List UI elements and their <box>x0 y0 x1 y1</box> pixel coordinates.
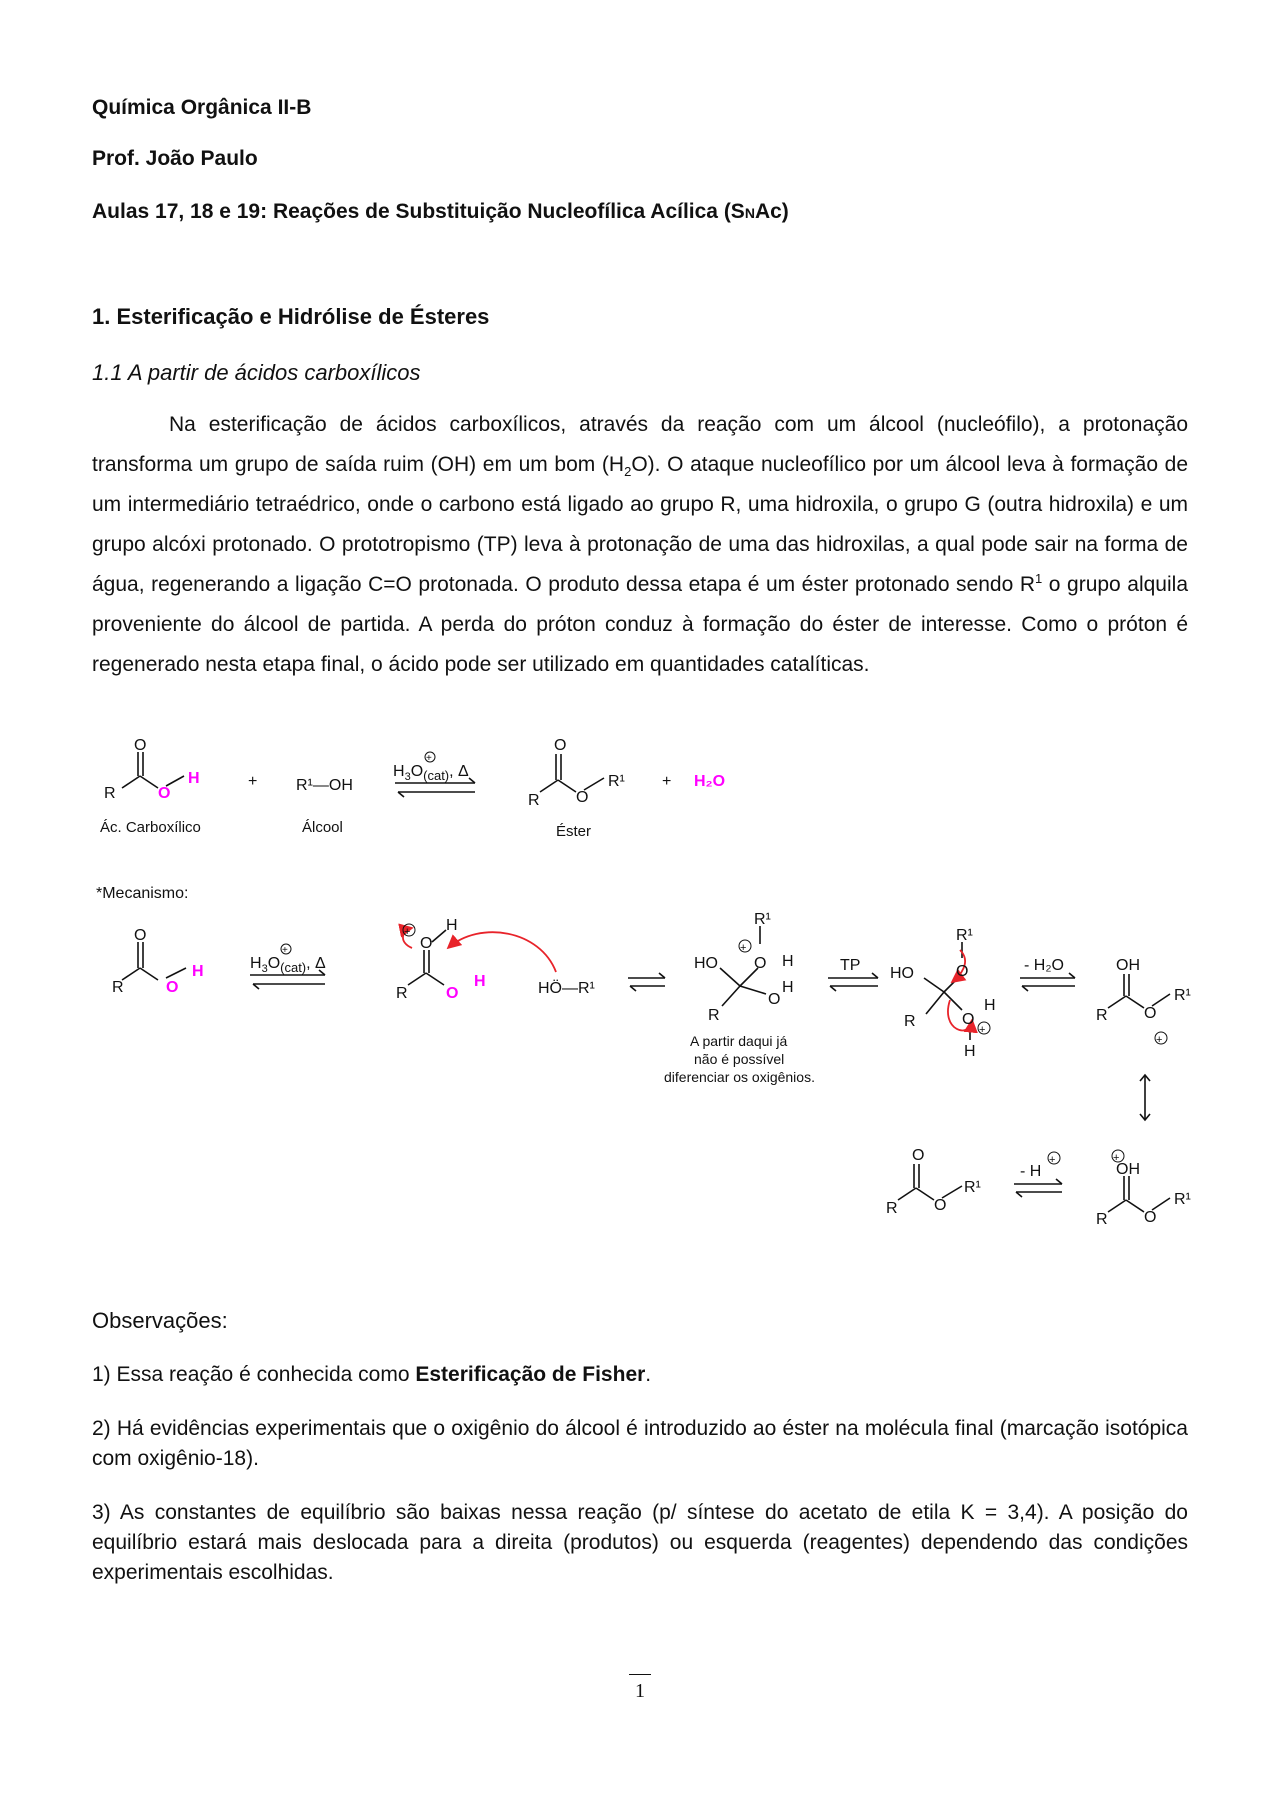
lesson-title-subscript: N <box>744 205 755 221</box>
m7-alkoxy-O: O <box>1144 1209 1157 1226</box>
plus-sign-1: + <box>248 773 258 790</box>
paragraph-superscript: 1 <box>1035 571 1043 586</box>
mechanism-text <box>112 911 1191 1228</box>
ester-alkoxy-oxygen: O <box>576 789 589 806</box>
ester-R1: R¹ <box>608 773 625 790</box>
professor-name: Prof. João Paulo <box>92 147 258 170</box>
water-product: H₂O <box>694 773 726 790</box>
nucleophilic-attack-arrow <box>448 932 556 972</box>
lesson-title-prefix: Aulas 17, 18 e 19: Reações de Substituição Nucleofílica Acílica (S <box>92 200 745 223</box>
m3-oxonium-O: O <box>754 955 767 972</box>
svg-text:+: + <box>282 945 288 956</box>
minus-water-label: - H₂O <box>1024 957 1064 974</box>
reaction-scheme <box>0 730 1280 1290</box>
m3-R: R <box>708 1007 720 1024</box>
m3-HO: HO <box>694 955 718 972</box>
m6-R1: R¹ <box>964 1179 981 1196</box>
m4-oxonium-H2: H <box>964 1043 976 1060</box>
m3-hydroxyl-H: H <box>782 979 794 996</box>
plus-sign-2: + <box>662 773 672 790</box>
acid-label: Ác. Carboxílico <box>100 819 201 836</box>
ester-R: R <box>528 792 540 809</box>
note-line-1: A partir daqui já <box>690 1033 788 1049</box>
paragraph-part-2: O). O ataque nucleofílico por um álcool leva à formação de um intermediário tetraédrico, onde o carbono está ligado ao grupo R, uma hidroxila, o grupo G (outra hidroxila) e um grupo alcóxi protonado. O prototropismo (TP) leva à protonação de uma das hidroxilas, a qual pode sair na forma de água, regenerando a ligação C=O protonada. O produto dessa etapa é um éster protonado sendo R <box>92 453 1189 596</box>
m6-alkoxy-O: O <box>934 1197 947 1214</box>
svg-text:+: + <box>1156 1034 1163 1046</box>
acid-hydroxyl-oxygen: O <box>158 785 171 802</box>
m3-R1: R¹ <box>754 911 771 928</box>
paragraph-part-1: Na esterificação de ácidos carboxílicos, através da reação com um álcool (nucleófilo), a protonação transforma um grupo de saída ruim (OH) em um bom (H <box>92 413 1188 476</box>
svg-text:+: + <box>1049 1154 1056 1166</box>
m7-R: R <box>1096 1211 1108 1228</box>
intro-paragraph <box>92 405 1188 685</box>
m5-R: R <box>1096 1007 1108 1024</box>
m3-oxonium-H: H <box>782 953 794 970</box>
ester-carbonyl-oxygen: O <box>554 737 567 754</box>
m1-carbonyl-O: O <box>134 927 147 944</box>
m5-OH: OH <box>1116 957 1140 974</box>
m4-oxonium-O: O <box>962 1011 975 1028</box>
m1-hydroxyl-H: H <box>192 963 204 980</box>
paragraph-subscript: 2 <box>624 464 632 480</box>
ester-label: Éster <box>556 823 592 840</box>
alcohol-label: Álcool <box>302 819 343 836</box>
m5-alkoxy-O: O <box>1144 1005 1157 1022</box>
acid-R: R <box>104 785 116 802</box>
page-number: 1 <box>620 1680 660 1703</box>
observations-title: Observações: <box>92 1308 228 1333</box>
catalyst-label: $H_3O_{(cat)}$, Δ <box>393 763 469 783</box>
m2-hydroxyl-H: H <box>474 973 486 990</box>
alcohol-formula: R¹—OH <box>296 777 353 794</box>
observation-3: 3) As constantes de equilíbrio são baixas nessa reação (p/ síntese do acetato de etila K = 3,4). A posição do equilíbrio estará mais deslocada para a direita (produtos) ou esquerda (reagentes) dependendo das condições experimentais escolhidas. <box>92 1501 1188 1584</box>
m6-R: R <box>886 1200 898 1217</box>
acid-carbonyl-oxygen: O <box>134 737 147 754</box>
lesson-title <box>92 199 789 226</box>
m2-hydroxyl-O: O <box>446 985 459 1002</box>
paragraph-part-3: o grupo alquila proveniente do álcool de partida. A perda do próton conduz à formação do éster de interesse. Como o próton é regenerado nesta etapa final, o ácido pode ser utilizado em quantidades catalíticas. <box>92 573 1188 676</box>
observation-1-end: . <box>645 1363 652 1386</box>
m4-oxonium-H1: H <box>984 997 996 1014</box>
svg-text:+: + <box>1113 1152 1120 1164</box>
top-reaction-text <box>100 737 725 840</box>
m4-alkoxy-O: O <box>956 963 969 980</box>
course-title: Química Orgânica II-B <box>92 96 312 119</box>
m3-hydroxyl-O: O <box>768 991 781 1008</box>
m4-R: R <box>904 1013 916 1030</box>
note-line-2: não é possível <box>694 1051 785 1067</box>
m2-R: R <box>396 985 408 1002</box>
m4-HO: HO <box>890 965 914 982</box>
svg-text:+: + <box>740 942 747 954</box>
m4-R1: R¹ <box>956 927 973 944</box>
subsection-title: 1.1 A partir de ácidos carboxílicos <box>92 360 421 385</box>
svg-text:+: + <box>426 753 432 764</box>
m7-OH: OH <box>1116 1161 1140 1178</box>
m1-catalyst: $H_3O_{(cat)}$, Δ <box>250 955 326 975</box>
section-title: 1. Esterificação e Hidrólise de Ésteres <box>92 304 490 329</box>
minus-proton-label: - H <box>1020 1163 1042 1180</box>
tp-label: TP <box>840 957 861 974</box>
observation-2: 2) Há evidências experimentais que o oxigênio do álcool é introduzido ao éster na molécula final (marcação isotópica com oxigênio-18). <box>92 1417 1188 1470</box>
observation-1-text: 1) Essa reação é conhecida como <box>92 1363 416 1386</box>
acid-hydroxyl-hydrogen: H <box>188 770 200 787</box>
svg-text:+: + <box>979 1024 986 1036</box>
observation-1-bold: Esterificação de Fisher <box>415 1363 646 1386</box>
lesson-title-suffix: Ac) <box>754 200 789 223</box>
m2-oxonium-H: H <box>446 917 458 934</box>
mechanism-title: *Mecanismo: <box>96 885 189 902</box>
m7-R1: R¹ <box>1174 1191 1191 1208</box>
m5-R1: R¹ <box>1174 987 1191 1004</box>
m6-carbonyl-O: O <box>912 1147 925 1164</box>
m1-hydroxyl-O: O <box>166 979 179 996</box>
svg-text:+: + <box>404 926 411 938</box>
note-line-3: diferenciar os oxigênios. <box>664 1069 815 1085</box>
alcohol-nucleophile: HÖ—R¹ <box>538 980 595 997</box>
m1-R: R <box>112 979 124 996</box>
observation-1 <box>92 1360 1188 1390</box>
m2-oxonium-O: O <box>420 935 433 952</box>
